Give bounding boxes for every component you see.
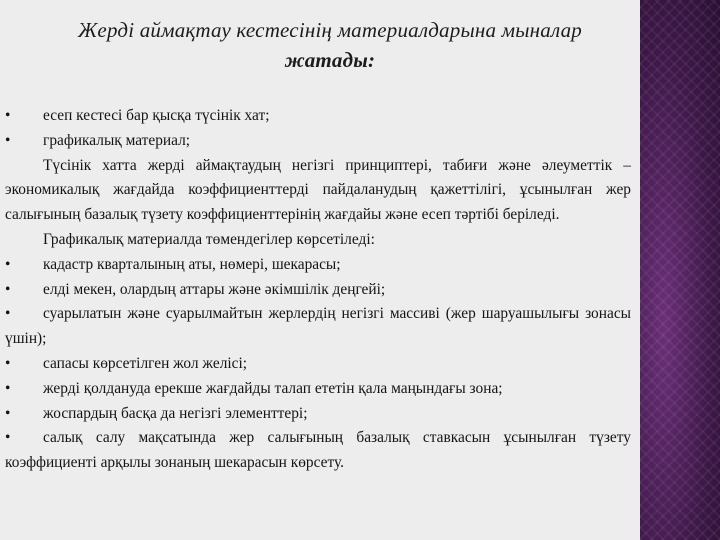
- list-item: [5, 129, 631, 154]
- list-item-text: салық салу мақсатында жер салығының базалық ставкасын ұсынылған түзету коэффициенті арқылы зонаның шекарасын көрсету.: [5, 429, 631, 472]
- list-item: [5, 426, 631, 476]
- list-item-text: жоспардың басқа да негізгі элементтері;: [43, 404, 308, 422]
- title-line-1: Жерді аймақтау кестесінің материалдарына мыналар: [78, 18, 582, 42]
- list-item-text: графикалық материал;: [43, 131, 191, 149]
- list-item-text: жерді қолдануда ерекше жағдайды талап ететін қала маңындағы зона;: [43, 379, 503, 397]
- list-item-text: елді мекен, олардың аттары және әкімшілік деңгейі;: [43, 280, 386, 298]
- bullet-icon: •: [5, 280, 11, 298]
- title-line-2: жатады:: [284, 48, 376, 72]
- list-item-text: сапасы көрсетілген жол желісі;: [43, 354, 248, 372]
- bullet-icon: •: [5, 131, 11, 149]
- list-item-text: есеп кестесі бар қысқа түсінік хат;: [43, 107, 270, 124]
- list-item-text: суарылатын және суарылмайтын жерлердің негізгі массиві (жер шаруашылығы зонасы үшін);: [5, 305, 631, 348]
- bullet-icon: •: [5, 305, 11, 323]
- decorative-side-panel: [640, 0, 720, 540]
- paragraph-graphic-material: Графикалық материалда төмендегілер көрсетіледі:: [43, 230, 375, 248]
- list-item-text: кадастр кварталының аты, нөмері, шекарасы;: [43, 255, 341, 273]
- list-item: [5, 253, 631, 278]
- list-item: [5, 302, 631, 352]
- list-item: [5, 278, 631, 303]
- bullet-icon: •: [5, 255, 11, 273]
- slide-body: [5, 104, 631, 476]
- slide-title: [20, 15, 640, 75]
- list-item: [5, 377, 631, 402]
- bullet-icon: •: [5, 404, 11, 422]
- bullet-icon: •: [5, 107, 11, 124]
- bullet-icon: •: [5, 354, 11, 372]
- paragraph-explanatory-note: Түсінік хатта жерді аймақтаудың негізгі принциптері, табиғи және әлеуметтік – экономикалық жағдайда коэффициенттерді пайдаланудың қажеттілігі, ұсынылған жер салығының базалық түзету коэффициенттерінің жағдайы және есеп тәртібі беріледі.: [5, 156, 631, 224]
- list-item: [5, 104, 631, 129]
- list-item: [5, 402, 631, 427]
- bullet-icon: •: [5, 379, 11, 397]
- bullet-icon: •: [5, 429, 11, 447]
- list-item: [5, 352, 631, 377]
